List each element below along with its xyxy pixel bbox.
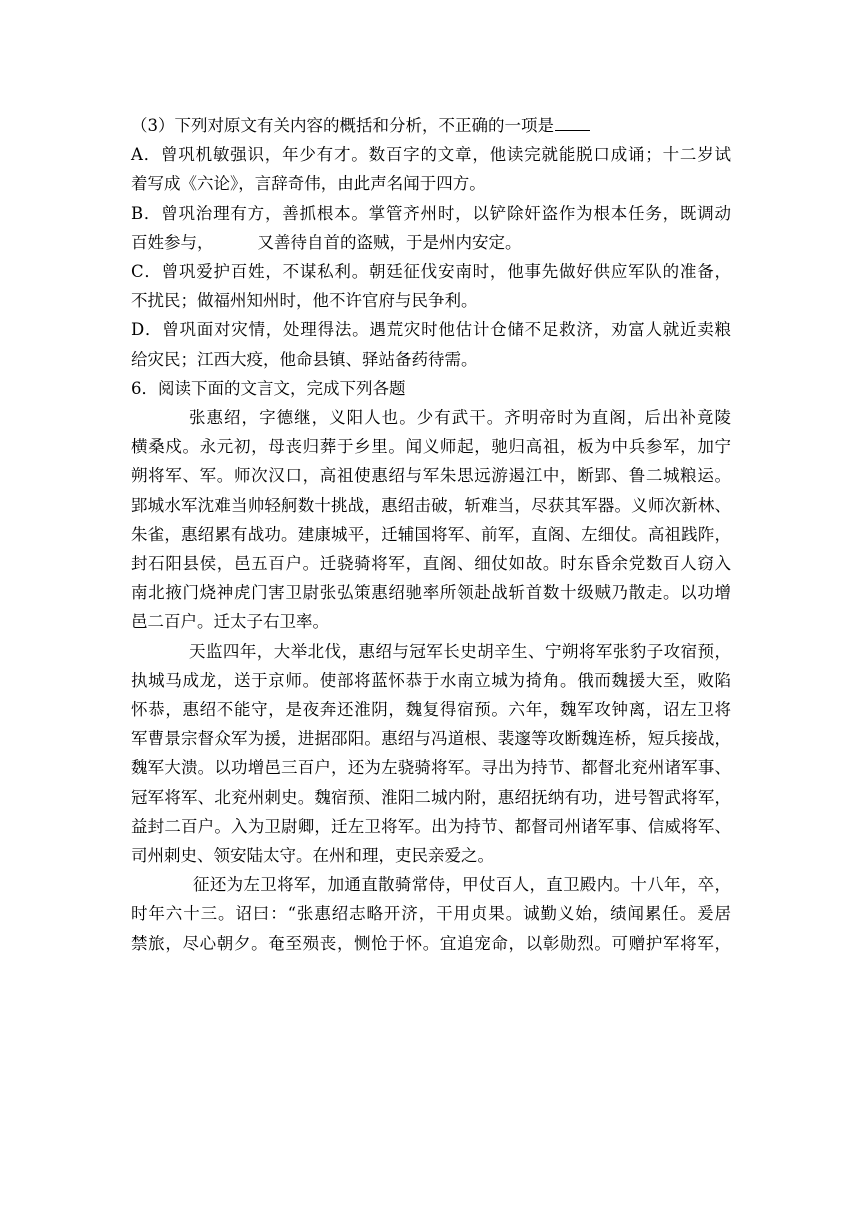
para-2-line-3: 怀恭，惠绍不能守，是夜奔还淮阴，魏复得宿预。六年，魏军攻钟离，诏左卫将 xyxy=(131,700,731,720)
document-body xyxy=(131,111,731,958)
para-1-line-2: 横桑戍。永元初，母丧归葬于乡里。闻义师起，驰归高祖，板为中兵参军，加宁 xyxy=(131,437,731,457)
para-3-line-1: 征还为左卫将军，加通直散骑常侍，甲仗百人，直卫殿内。十八年，卒， xyxy=(193,875,731,895)
para-1-line-5: 朱雀，惠绍累有战功。建康城平，迁辅国将军、前军，直阁、左细仗。高祖践阼， xyxy=(131,524,731,544)
option-a-line-2: 着写成《六论》，言辞奇伟，由此声名闻于四方。 xyxy=(131,174,486,194)
para-1-line-4: 郢城水军沈难当帅轻舸数十挑战，惠绍击破，斩难当，尽获其军器。义师次新林、 xyxy=(131,495,731,515)
para-1-line-1: 张惠绍，字德继，义阳人也。少有武干。齐明帝时为直阁，后出补竟陵 xyxy=(189,408,731,428)
para-2-line-2: 执城马成龙，送于京师。使部将蓝怀恭于水南立城为掎角。俄而魏援大至，败陷 xyxy=(131,670,731,690)
para-1-line-6: 封石阳县侯，邑五百户。迁骁骑将军，直阁、细仗如故。时东昏余党数百人窃入 xyxy=(131,554,731,574)
para-2-line-4: 军曹景宗督众军为援，进据邵阳。惠绍与冯道根、裴邃等攻断魏连桥，短兵接战， xyxy=(131,729,731,749)
para-2-line-8: 司州刺史、领安陆太守。在州和理，吏民亲爱之。 xyxy=(131,846,494,866)
option-d-line-1: D．曾巩面对灾情，处理得法。遇荒灾时他估计仓储不足救济，劝富人就近卖粮 xyxy=(131,320,731,340)
option-c-line-2: 不扰民；做福州知州时，他不许官府与民争利。 xyxy=(131,291,478,311)
para-1-line-3: 朔将军、军。师次汉口，高祖使惠绍与军朱思远游遏江中，断郢、鲁二城粮运。 xyxy=(131,466,731,486)
answer-blank xyxy=(555,114,590,131)
para-2-line-7: 益封二百户。入为卫尉卿，迁左卫将军。出为持节、都督司州诸军事、信威将军、 xyxy=(131,816,731,836)
para-2-line-5: 魏军大溃。以功增邑三百户，还为左骁骑将军。寻出为持节、都督北兖州诸军事、 xyxy=(131,758,731,778)
para-3-line-3: 禁旅，尽心朝夕。奄至殒丧，恻怆于怀。宜追宠命，以彰勋烈。可赠护军将军， xyxy=(131,933,731,953)
option-d-line-2: 给灾民；江西大疫，他命县镇、驿站备药待需。 xyxy=(131,349,478,369)
para-2-line-6: 冠军将军、北兖州刺史。魏宿预、淮阳二城内附，惠绍抚纳有功，进号智武将军， xyxy=(131,787,731,807)
para-3-line-2: 时年六十三。诏曰：“张惠绍志略开济，干用贞果。诚勤义始，绩闻累任。爰居 xyxy=(131,904,731,924)
para-1-line-7: 南北掖门烧神虎门害卫尉张弘策惠绍驰率所领赴战斩首数十级贼乃散走。以功增 xyxy=(131,583,731,603)
option-a-line-1: A．曾巩机敏强识，年少有才。数百字的文章，他读完就能脱口成诵；十二岁试 xyxy=(131,145,731,165)
section-6-heading: 6．阅读下面的文言文，完成下列各题 xyxy=(131,378,406,398)
question-stem: （3）下列对原文有关内容的概括和分析，不正确的一项是 xyxy=(131,111,731,140)
para-1-line-8: 邑二百户。迁太子右卫率。 xyxy=(131,612,329,632)
option-c-line-1: C．曾巩爱护百姓，不谋私利。朝廷征伐安南时，他事先做好供应军队的准备， xyxy=(131,262,731,282)
para-2-line-1: 天监四年，大举北伐，惠绍与冠军长史胡辛生、宁朔将军张豹子攻宿预， xyxy=(189,641,731,661)
option-b-line-2: 百姓参与， 又善待自首的盗贼，于是州内安定。 xyxy=(131,232,522,252)
option-b-line-1: B．曾巩治理有方，善抓根本。掌管齐州时，以铲除奸盗作为根本任务，既调动 xyxy=(131,203,731,223)
